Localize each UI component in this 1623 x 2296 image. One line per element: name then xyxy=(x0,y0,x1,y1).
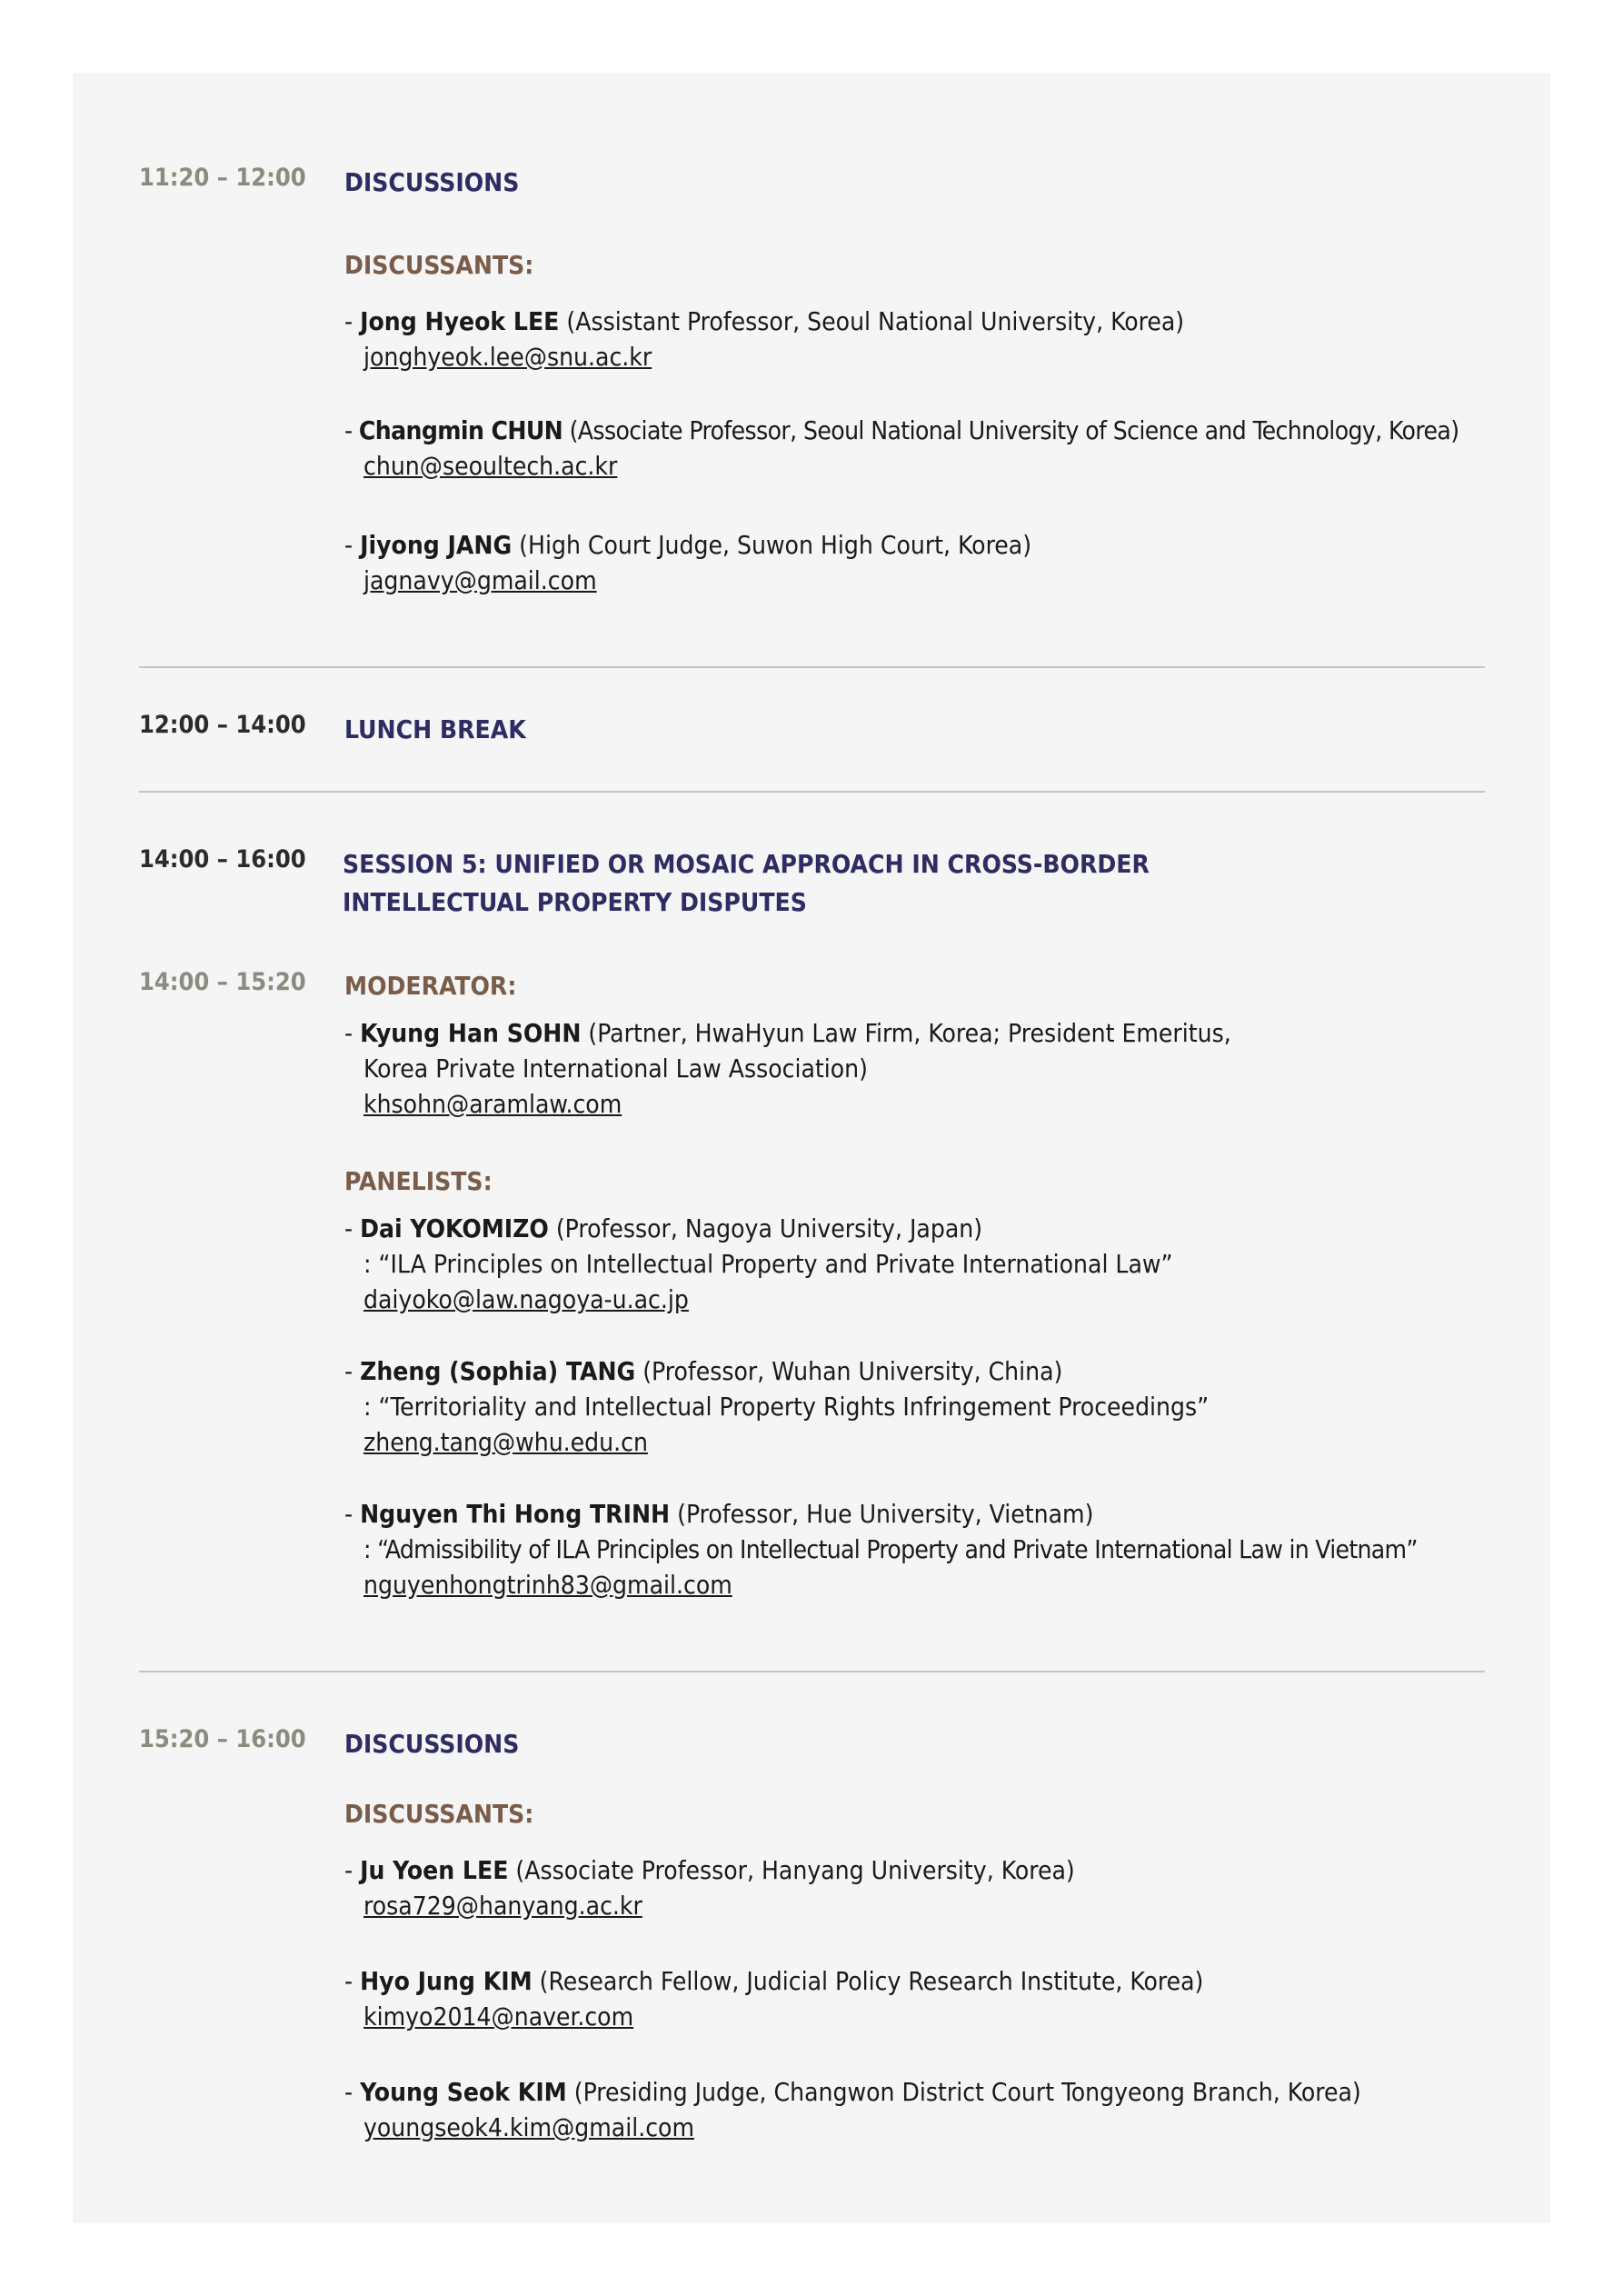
person-name: Nguyen Thi Hong TRINH xyxy=(360,1499,671,1529)
block-title: LUNCH BREAK xyxy=(344,714,526,744)
person-affiliation: (Associate Professor, Hanyang University, Korea) xyxy=(515,1855,1075,1885)
email-link[interactable]: khsohn@aramlaw.com xyxy=(363,1089,622,1119)
person-entry: - Jiyong JANG (High Court Judge, Suwon High Court, Korea) jagnavy@gmail.com xyxy=(344,527,1489,598)
person-name: Dai YOKOMIZO xyxy=(360,1213,549,1243)
time-slot: 11:20 – 12:00 xyxy=(139,164,306,192)
person-affiliation: (Presiding Judge, Changwon District Court Tongyeong Branch, Korea) xyxy=(573,2077,1361,2107)
person-name: Kyung Han SOHN xyxy=(360,1018,582,1048)
block-title: DISCUSSIONS xyxy=(344,1729,520,1759)
email-link[interactable]: daiyoko@law.nagoya-u.ac.jp xyxy=(363,1284,689,1314)
section-divider xyxy=(139,791,1485,793)
email-link[interactable]: nguyenhongtrinh83@gmail.com xyxy=(363,1570,732,1600)
person-name: Changmin CHUN xyxy=(358,415,563,445)
time-slot: 12:00 – 14:00 xyxy=(139,711,306,739)
person-affiliation: (Professor, Nagoya University, Japan) xyxy=(555,1213,983,1243)
panelist-entry: - Dai YOKOMIZO (Professor, Nagoya University, Japan) : “ILA Principles on Intellectual Property and Private International Law” daiyoko@law.nagoya-u.ac.jp xyxy=(344,1211,1489,1317)
person-name: Young Seok KIM xyxy=(360,2077,567,2107)
talk-topic: : “Admissibility of ILA Principles on Intellectual Property and Private International Law in Vietnam” xyxy=(363,1534,1418,1564)
email-link[interactable]: jagnavy@gmail.com xyxy=(363,565,597,595)
panelist-entry: - Nguyen Thi Hong TRINH (Professor, Hue University, Vietnam) : “Admissibility of ILA Principles on Intellectual Property and Private International Law in Vietnam” nguyenhongtrinh83@gmail.com xyxy=(344,1496,1489,1602)
email-link[interactable]: youngseok4.kim@gmail.com xyxy=(363,2112,694,2142)
person-affiliation: (Professor, Wuhan University, China) xyxy=(642,1356,1063,1386)
session-title-line-2: INTELLECTUAL PROPERTY DISPUTES xyxy=(343,887,807,917)
email-link[interactable]: rosa729@hanyang.ac.kr xyxy=(363,1891,642,1921)
discussants-label: DISCUSSANTS: xyxy=(344,1799,534,1829)
person-entry: - Ju Yoen LEE (Associate Professor, Hanyang University, Korea) rosa729@hanyang.ac.kr xyxy=(344,1852,1489,1923)
person-affiliation: (Research Fellow, Judicial Policy Research Institute, Korea) xyxy=(539,1966,1204,1996)
person-entry: - Changmin CHUN (Associate Professor, Seoul National University of Science and Technology, Korea) chun@seoultech.ac.kr xyxy=(344,413,1489,484)
section-divider xyxy=(139,1671,1485,1672)
time-slot: 15:20 – 16:00 xyxy=(139,1725,306,1753)
email-link[interactable]: chun@seoultech.ac.kr xyxy=(363,451,618,481)
person-name: Ju Yoen LEE xyxy=(360,1855,509,1885)
person-name: Jiyong JANG xyxy=(360,530,513,560)
person-affiliation: (Assistant Professor, Seoul National University, Korea) xyxy=(566,306,1185,336)
person-name: Jong Hyeok LEE xyxy=(360,306,560,336)
email-link[interactable]: zheng.tang@whu.edu.cn xyxy=(363,1427,648,1457)
discussants-label: DISCUSSANTS: xyxy=(344,250,534,280)
person-name: Zheng (Sophia) TANG xyxy=(360,1356,636,1386)
talk-topic: : “ILA Principles on Intellectual Property and Private International Law” xyxy=(363,1249,1173,1279)
person-affiliation: (Partner, HwaHyun Law Firm, Korea; President Emeritus, xyxy=(588,1018,1231,1048)
person-entry: - Hyo Jung KIM (Research Fellow, Judicial Policy Research Institute, Korea) kimyo2014@naver.com xyxy=(344,1963,1489,2034)
person-affiliation: (High Court Judge, Suwon High Court, Korea) xyxy=(519,530,1032,560)
talk-topic: : “Territoriality and Intellectual Property Rights Infringement Proceedings” xyxy=(363,1392,1210,1422)
block-title: DISCUSSIONS xyxy=(344,167,520,197)
moderator-label: MODERATOR: xyxy=(344,971,517,1001)
person-affiliation: (Associate Professor, Seoul National University of Science and Technology, Korea) xyxy=(569,415,1459,445)
panelist-entry: - Zheng (Sophia) TANG (Professor, Wuhan University, China) : “Territoriality and Intellectual Property Rights Infringement Proceedings” zheng.tang@whu.edu.cn xyxy=(344,1353,1489,1460)
email-link[interactable]: kimyo2014@naver.com xyxy=(363,2002,634,2031)
person-affiliation: (Professor, Hue University, Vietnam) xyxy=(677,1499,1094,1529)
time-slot: 14:00 – 15:20 xyxy=(139,968,306,996)
person-entry: - Jong Hyeok LEE (Assistant Professor, Seoul National University, Korea) jonghyeok.lee@snu.ac.kr xyxy=(344,304,1489,374)
time-slot: 14:00 – 16:00 xyxy=(139,845,306,873)
moderator-entry: - Kyung Han SOHN (Partner, HwaHyun Law Firm, Korea; President Emeritus, Korea Private International Law Association) khsohn@aramlaw.com xyxy=(344,1015,1489,1122)
person-name: Hyo Jung KIM xyxy=(360,1966,533,1996)
person-affiliation-cont: Korea Private International Law Association) xyxy=(363,1053,868,1083)
email-link[interactable]: jonghyeok.lee@snu.ac.kr xyxy=(363,342,652,372)
session-title-line-1: SESSION 5: UNIFIED OR MOSAIC APPROACH IN CROSS-BORDER xyxy=(343,849,1150,879)
section-divider xyxy=(139,666,1485,668)
person-entry: - Young Seok KIM (Presiding Judge, Changwon District Court Tongyeong Branch, Korea) youngseok4.kim@gmail.com xyxy=(344,2074,1489,2145)
panelists-label: PANELISTS: xyxy=(344,1166,493,1196)
